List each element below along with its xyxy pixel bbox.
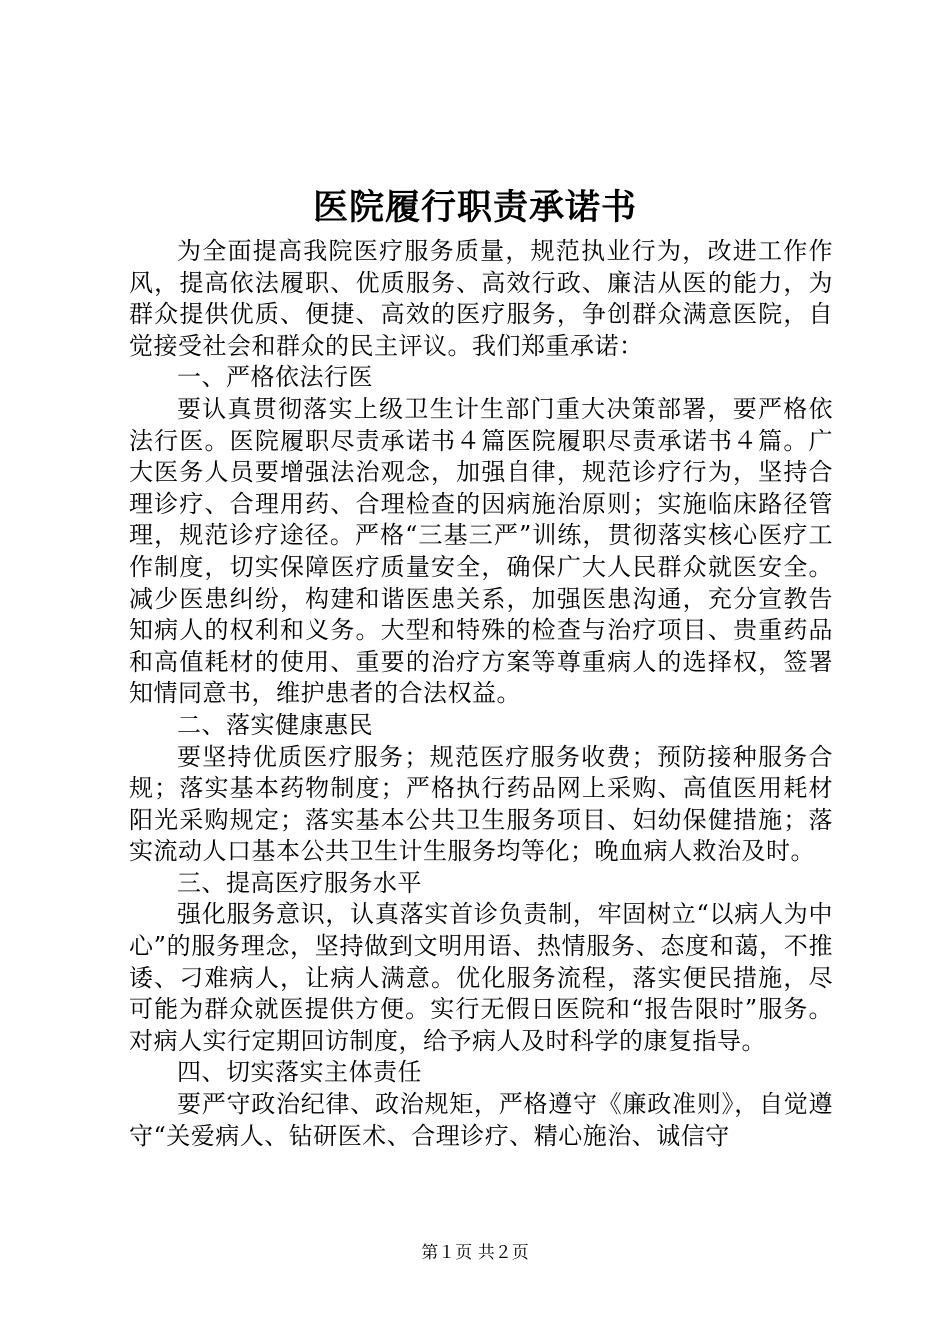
section-heading-3: 三、提高医疗服务水平 bbox=[177, 868, 422, 897]
section-heading-2: 二、落实健康惠民 bbox=[177, 710, 373, 739]
section-paragraph-4: 要严守政治纪律、政治规矩，严格遵守《廉政准则》，自觉遵守“关爱病人、钻研医术、合理诊疗、精心施治、诚信守 bbox=[129, 1090, 833, 1150]
document-body bbox=[129, 236, 833, 1152]
section-paragraph-3: 强化服务意识，认真落实首诊负责制，牢固树立“以病人为中心”的服务理念，坚持做到文明用语、热情服务、态度和蔼，不推诿、刁难病人，让病人满意。优化服务流程，落实便民措施，尽可能为群众就医提供方便。实行无假日医院和“报告限时”服务。对病人实行定期回访制度，给予病人及时科学的康复指导。 bbox=[129, 900, 833, 1055]
section-heading-4: 四、切实落实主体责任 bbox=[177, 1058, 422, 1087]
intro-paragraph: 为全面提高我院医疗服务质量，规范执业行为，改进工作作风，提高依法履职、优质服务、高效行政、廉洁从医的能力，为群众提供优质、便捷、高效的医疗服务，争创群众满意医院，自觉接受社会和群众的民主评议。我们郑重承诺： bbox=[129, 237, 833, 360]
page-number-footer: 第１页 共２页 bbox=[421, 1243, 529, 1263]
document-title: 医院履行职责承诺书 bbox=[312, 187, 637, 228]
section-heading-1: 一、严格依法行医 bbox=[177, 363, 373, 392]
section-paragraph-2: 要坚持优质医疗服务；规范医疗服务收费；预防接种服务合规；落实基本药物制度；严格执行药品网上采购、高值医用耗材阳光采购规定；落实基本公共卫生服务项目、妇幼保健措施；落实流动人口基本公共卫生计生服务均等化；晚血病人救治及时。 bbox=[129, 742, 833, 866]
section-paragraph-1: 要认真贯彻落实上级卫生计生部门重大决策部署，要严格依法行医。医院履职尽责承诺书４篇医院履职尽责承诺书４篇。广大医务人员要增强法治观念，加强自律，规范诊疗行为，坚持合理诊疗、合理用药、合理检查的因病施治原则；实施临床路径管理，规范诊疗途径。严格“三基三严”训练，贯彻落实核心医疗工作制度，切实保障医疗质量安全，确保广大人民群众就医安全。减少医患纠纷，构建和谐医患关系，加强医患沟通，充分宣教告知病人的权利和义务。大型和特殊的检查与治疗项目、贵重药品和高值耗材的使用、重要的治疗方案等尊重病人的选择权，签署知情同意书，维护患者的合法权益。 bbox=[129, 394, 833, 708]
